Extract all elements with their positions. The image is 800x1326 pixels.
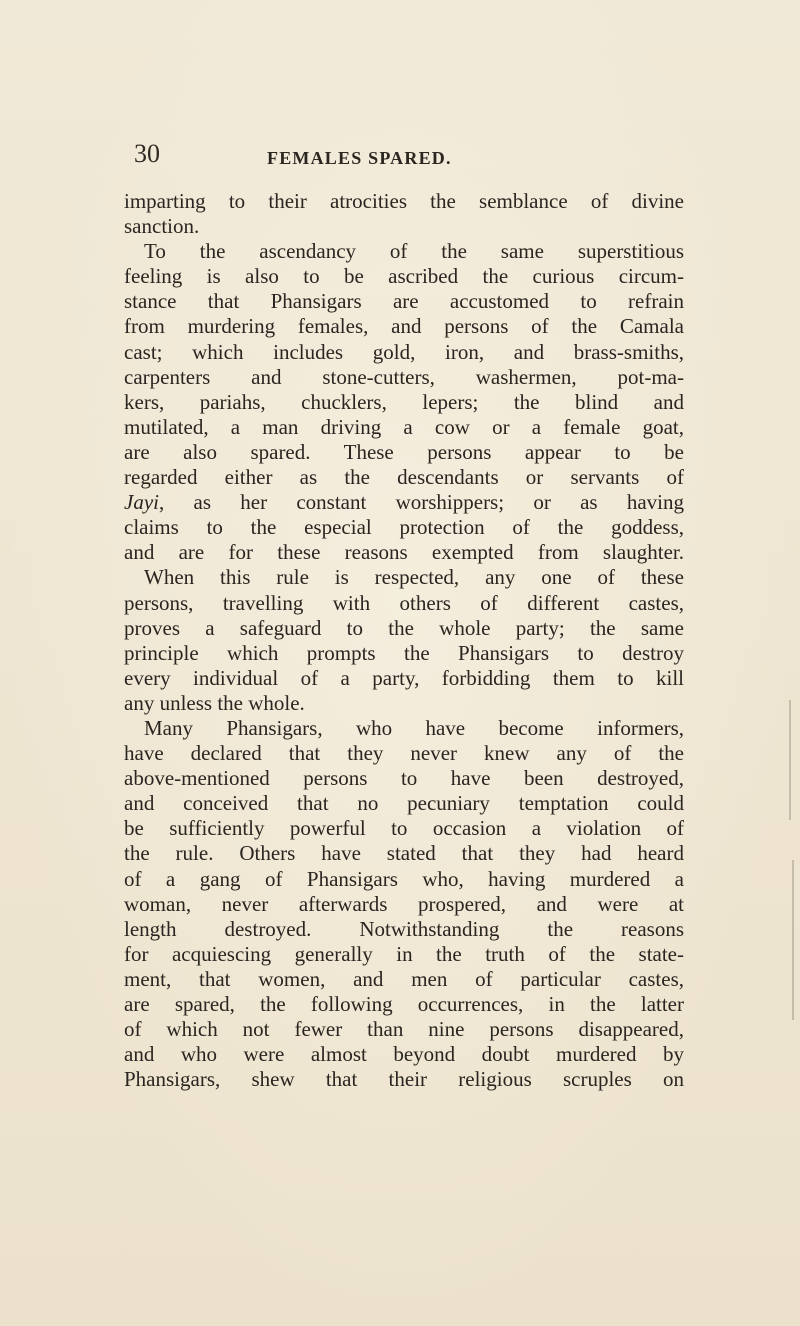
italic-name: Jayi <box>124 490 159 515</box>
text-line: sanction. <box>124 214 200 239</box>
page-edge-shadow <box>789 700 791 820</box>
page-number: 30 <box>134 139 160 168</box>
text-line: and conceived that no pecuniary temptation could <box>124 791 684 816</box>
page-edge-shadow <box>792 860 794 1020</box>
text-line: kers, pariahs, chucklers, lepers; the blind and <box>124 389 684 414</box>
text-line-post: , as her constant worshippers; or as having <box>158 490 684 515</box>
text-line: be sufficiently powerful to occasion a violation of <box>124 816 684 841</box>
text-line: any unless the whole. <box>124 690 305 715</box>
text-line: of a gang of Phansigars who, having murdered a <box>124 866 684 891</box>
text-line: principle which prompts the Phansigars to destroy <box>124 640 684 665</box>
text-line: mutilated, a man driving a cow or a female goat, <box>124 414 684 439</box>
text-line: persons, travelling with others of different castes, <box>124 590 684 615</box>
text-line: claims to the especial protection of the goddess, <box>124 515 684 540</box>
text-line: proves a safeguard to the whole party; the same <box>124 615 684 640</box>
text-line: woman, never afterwards prospered, and were at <box>124 891 684 916</box>
text-line: regarded either as the descendants or servants of <box>124 465 684 490</box>
text-line: every individual of a party, forbidding them to kill <box>124 665 684 690</box>
text-line: for acquiescing generally in the truth of the state- <box>124 941 684 966</box>
text-line: To the ascendancy of the same superstitious <box>144 239 684 264</box>
text-line: feeling is also to be ascribed the curious circum- <box>124 264 684 289</box>
text-line: have declared that they never knew any of the <box>124 741 684 766</box>
running-head: FEMALES SPARED. <box>267 148 452 168</box>
text-line: of which not fewer than nine persons disappeared, <box>124 1017 684 1042</box>
text-line: Many Phansigars, who have become informers, <box>144 715 684 740</box>
text-line <box>124 490 684 515</box>
text-line: are spared, the following occurrences, in the latter <box>124 992 684 1016</box>
text-line: When this rule is respected, any one of these <box>144 565 684 590</box>
text-line: ment, that women, and men of particular castes, <box>124 966 684 991</box>
text-line: and are for these reasons exempted from slaughter. <box>124 540 684 565</box>
text-line: cast; which includes gold, iron, and brass-smiths, <box>124 339 684 364</box>
text-line: from murdering females, and persons of the Camala <box>124 314 684 339</box>
text-line: stance that Phansigars are accustomed to refrain <box>124 289 684 314</box>
text-line: imparting to their atrocities the semblance of divine <box>124 189 684 213</box>
text-line: Phansigars, shew that their religious scruples on <box>124 1067 684 1092</box>
text-line: and who were almost beyond doubt murdered by <box>124 1042 684 1067</box>
text-line: above-mentioned persons to have been destroyed, <box>124 766 684 791</box>
text-line: are also spared. These persons appear to be <box>124 439 684 464</box>
text-line: length destroyed. Notwithstanding the reasons <box>124 916 684 941</box>
text-line: the rule. Others have stated that they had heard <box>124 841 684 866</box>
body-text <box>124 189 684 1092</box>
text-line: carpenters and stone-cutters, washermen, pot-ma- <box>124 364 684 389</box>
